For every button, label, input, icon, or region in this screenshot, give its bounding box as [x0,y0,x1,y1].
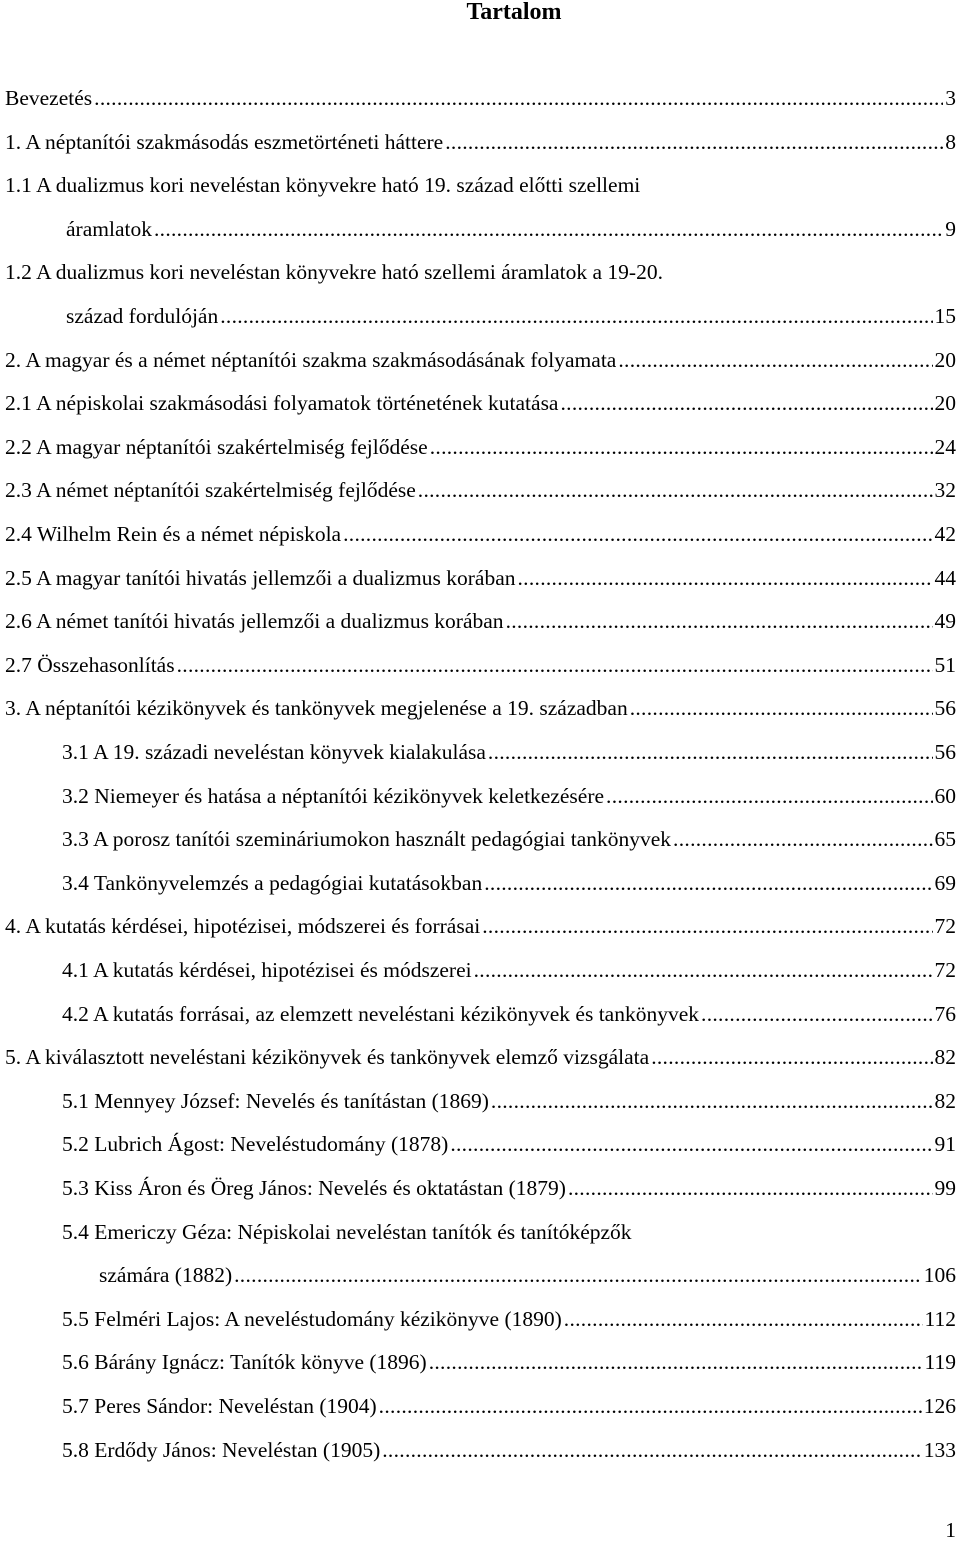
toc-entry[interactable] [0,214,960,244]
toc-page-number: 72 [934,958,956,982]
toc-page-number: 51 [934,653,956,677]
toc-entry[interactable] [0,781,960,811]
toc-page-number: 9 [945,217,956,241]
toc-entry-label: 2.3 A német néptanítói szakértelmiség fejlődése [5,478,416,502]
toc-entry[interactable] [0,955,960,985]
toc-entry[interactable] [0,868,960,898]
toc-entry-label: 5.6 Bárány Ignácz: Tanítók könyve (1896) [62,1350,427,1374]
dot-leader [618,345,932,375]
toc-page-number: 133 [923,1438,956,1462]
toc-entry[interactable] [0,911,960,941]
toc-entry[interactable] [0,824,960,854]
dot-leader [568,1173,933,1203]
toc-entry-label: 5.8 Erdődy János: Neveléstan (1905) [62,1438,381,1462]
dot-leader [564,1304,923,1334]
toc-entry-continuation: áramlatok [66,217,152,241]
toc-page-number: 56 [934,696,956,720]
toc-page-number: 82 [934,1045,956,1069]
toc-entry-label: 2.4 Wilhelm Rein és a német népiskola [5,522,342,546]
toc-entry[interactable] [0,388,960,418]
toc-entry-label[interactable]: 5.4 Emericzy Géza: Népiskolai neveléstan tanítók és tanítóképzők [62,1220,632,1244]
toc-entry-label: Bevezetés [5,86,93,110]
dot-leader [606,781,932,811]
toc-page-number: 91 [934,1132,956,1156]
toc-page-number: 112 [924,1307,956,1331]
toc-page-number: 44 [934,566,956,590]
toc-page-number: 106 [923,1263,956,1287]
toc-page-number: 65 [934,827,956,851]
dot-leader [518,563,933,593]
toc-entry[interactable] [0,1435,960,1465]
dot-leader [177,650,933,680]
toc-entry[interactable] [0,693,960,723]
toc-entry-label: 3.2 Niemeyer és hatása a néptanítói kézikönyvek keletkezésére [62,784,605,808]
toc-page-number: 20 [934,391,956,415]
dot-leader [484,868,932,898]
dot-leader [379,1391,922,1421]
dot-leader [474,955,933,985]
dot-leader [630,693,933,723]
toc-entry-label: 4.1 A kutatás kérdései, hipotézisei és módszerei [62,958,472,982]
toc-page-number: 99 [934,1176,956,1200]
toc-entry[interactable] [0,606,960,636]
toc-entry[interactable] [0,1260,960,1290]
dot-leader [491,1086,933,1116]
toc-page-number: 3 [945,86,956,110]
toc-entry-label: 5.2 Lubrich Ágost: Neveléstudomány (1878) [62,1132,449,1156]
toc-entry[interactable] [0,1304,960,1334]
toc-page-number: 15 [934,304,956,328]
dot-leader [94,83,943,113]
dot-leader [450,1129,932,1159]
toc-entry-label[interactable]: 1.2 A dualizmus kori neveléstan könyvekre ható szellemi áramlatok a 19-20. [5,260,663,284]
toc-page-number: 76 [934,1002,956,1026]
dot-leader [220,301,932,331]
toc-entry-continuation: század fordulóján [66,304,219,328]
toc-entry[interactable] [0,83,960,113]
toc-entry[interactable] [0,563,960,593]
dot-leader [673,824,932,854]
toc-entry-label: 1. A néptanítói szakmásodás eszmetörténeti háttere [5,130,444,154]
toc-entry-label: 2.5 A magyar tanítói hivatás jellemzői a dualizmus korában [5,566,516,590]
toc-entry[interactable] [0,737,960,767]
dot-leader [234,1260,922,1290]
toc-entry[interactable] [0,999,960,1029]
toc-entry-label: 5.3 Kiss Áron és Öreg János: Nevelés és oktatástan (1879) [62,1176,566,1200]
toc-entry[interactable] [0,1042,960,1072]
toc-entry-label: 2.2 A magyar néptanítói szakértelmiség fejlődése [5,435,428,459]
dot-leader [488,737,933,767]
dot-leader [429,1347,923,1377]
toc-entry[interactable] [0,650,960,680]
toc-page-number: 24 [934,435,956,459]
toc-entry[interactable] [0,519,960,549]
toc-page-number: 72 [934,914,956,938]
dot-leader [343,519,932,549]
toc-entry-continuation: számára (1882) [99,1263,233,1287]
toc-page-number: 49 [934,609,956,633]
toc-entry-label: 5. A kiválasztott neveléstani kézikönyvek és tankönyvek elemző vizsgálata [5,1045,650,1069]
dot-leader [506,606,933,636]
toc-entry[interactable] [0,345,960,375]
toc-entry-label: 3. A néptanítói kézikönyvek és tankönyvek megjelenése a 19. században [5,696,628,720]
toc-page-number: 20 [934,348,956,372]
dot-leader [382,1435,922,1465]
toc-entry[interactable] [0,432,960,462]
dot-leader [482,911,932,941]
toc-entry-label: 3.4 Tankönyvelemzés a pedagógiai kutatásokban [62,871,483,895]
toc-page-number: 42 [934,522,956,546]
toc-entry[interactable] [0,475,960,505]
toc-entry-label: 2.6 A német tanítói hivatás jellemzői a dualizmus korában [5,609,504,633]
toc-entry-label: 4.2 A kutatás forrásai, az elemzett neveléstani kézikönyvek és tankönyvek [62,1002,700,1026]
toc-entry-label: 3.3 A porosz tanítói szemináriumokon használt pedagógiai tankönyvek [62,827,672,851]
toc-page-number: 56 [934,740,956,764]
toc-entry-label: 5.5 Felméri Lajos: A neveléstudomány kézikönyve (1890) [62,1307,562,1331]
dot-leader [418,475,933,505]
dot-leader [445,127,943,157]
page-number: 1 [945,1518,956,1542]
dot-leader [154,214,943,244]
toc-entry-label: 4. A kutatás kérdései, hipotézisei, módszerei és forrásai [5,914,481,938]
dot-leader [430,432,933,462]
toc-entry-label: 2. A magyar és a német néptanítói szakma szakmásodásának folyamata [5,348,617,372]
toc-page-number: 69 [934,871,956,895]
dot-leader [560,388,932,418]
toc-entry-label: 2.1 A népiskolai szakmásodási folyamatok történetének kutatása [5,391,559,415]
page-title: Tartalom [466,0,562,25]
toc-page-number: 82 [934,1089,956,1113]
toc-entry[interactable] [0,1173,960,1203]
toc-page-number: 126 [923,1394,956,1418]
toc-entry-label: 5.7 Peres Sándor: Neveléstan (1904) [62,1394,377,1418]
toc-page-number: 119 [924,1350,956,1374]
toc-entry[interactable] [0,1129,960,1159]
toc-entry[interactable] [0,1086,960,1116]
dot-leader [701,999,932,1029]
toc-entry[interactable] [0,1347,960,1377]
toc-entry-label[interactable]: 1.1 A dualizmus kori neveléstan könyvekre ható 19. század előtti szellemi [5,173,641,197]
dot-leader [651,1042,932,1072]
toc-entry[interactable] [0,301,960,331]
toc-entry-label: 2.7 Összehasonlítás [5,653,175,677]
toc-entry-label: 3.1 A 19. századi neveléstan könyvek kialakulása [62,740,486,764]
toc-entry-label: 5.1 Mennyey József: Nevelés és tanítástan (1869) [62,1089,489,1113]
toc-entry[interactable] [0,1391,960,1421]
toc-page-number: 8 [945,130,956,154]
toc-page-number: 60 [934,784,956,808]
toc-page-number: 32 [934,478,956,502]
toc-entry[interactable] [0,127,960,157]
